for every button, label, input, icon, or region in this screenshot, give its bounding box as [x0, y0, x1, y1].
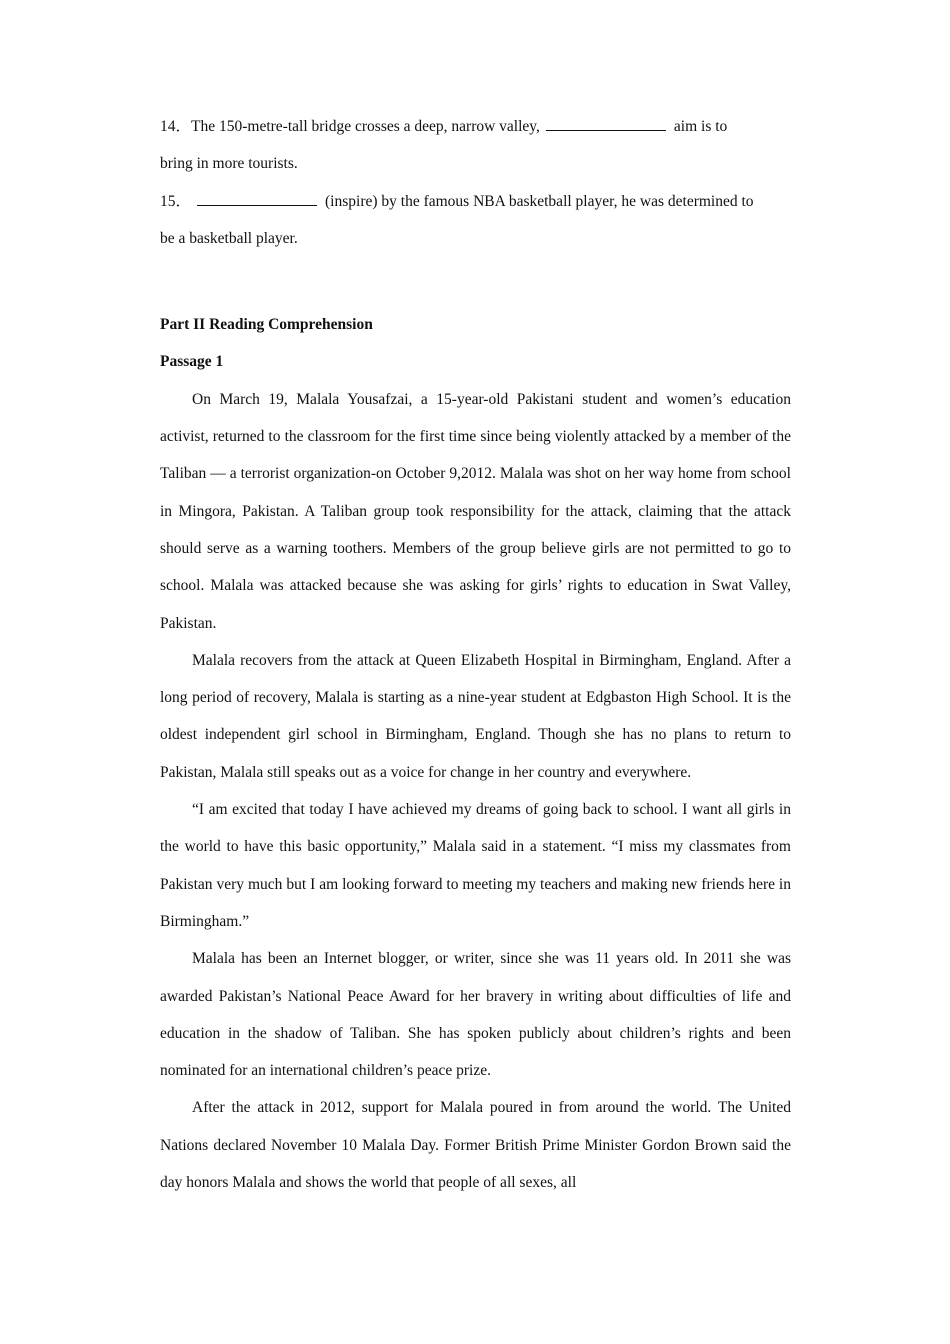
- answer-blank[interactable]: [197, 191, 317, 206]
- passage-paragraph-1: On March 19, Malala Yousafzai, a 15-year-old Pakistani student and women’s education activist, returned to the classroom for the first time since being violently attacked by a member of the Taliban — a terrorist organization-on October 9,2012. Malala was shot on her way home from school in Mingora, Pakistan. A Taliban group took responsibility for the attack, claiming that the attack should serve as a warning toothers. Members of the group believe girls are not permitted to go to school. Malala was attacked because she was asking for girls’ rights to education in Swat Valley, Pakistan.: [160, 390, 791, 632]
- part-title: Part II Reading Comprehension: [160, 316, 373, 334]
- section-spacer: [160, 257, 791, 306]
- question-number: 15．: [160, 192, 192, 210]
- question-number: 14．: [160, 118, 192, 135]
- question-text-after: (inspire) by the famous NBA basketball player, he was determined to: [325, 192, 754, 210]
- passage-paragraph-2: Malala recovers from the attack at Queen Elizabeth Hospital in Birmingham, England. After a long period of recovery, Malala is starting as a nine-year student at Edgbaston High School. It is the oldest independent girl school in Birmingham, England. Though she has no plans to return to Pakistan, Malala still speaks out as a voice for change in her country and everywhere.: [160, 651, 791, 781]
- question-text-before: The 150-metre-tall bridge crosses a deep, narrow valley,: [191, 118, 540, 135]
- question-text-after: aim is to: [673, 118, 728, 135]
- question-15: [160, 183, 791, 220]
- question-15-continuation: be a basketball player.: [160, 229, 298, 247]
- document-page: [160, 108, 791, 1201]
- passage-paragraph-4: Malala has been an Internet blogger, or writer, since she was 11 years old. In 2011 she was awarded Pakistan’s National Peace Award for her bravery in writing about difficulties of life and education in the shadow of Taliban. She has spoken publicly about children’s rights and been nominated for an international children’s peace prize.: [160, 950, 791, 1080]
- passage-paragraph-5: After the attack in 2012, support for Malala poured in from around the world. The United Nations declared November 10 Malala Day. Former British Prime Minister Gordon Brown said the day honors Malala and shows the world that people of all sexes, all: [160, 1099, 791, 1192]
- question-14-continuation: bring in more tourists.: [160, 155, 298, 173]
- passage-paragraph-3: “I am excited that today I have achieved my dreams of going back to school. I want all girls in the world to have this basic opportunity,” Malala said in a statement. “I miss my classmates from Pakistan very much but I am looking forward to meeting my teachers and making new friends here in Birmingham.”: [160, 801, 791, 930]
- question-14: [160, 108, 791, 145]
- passage-title: Passage 1: [160, 353, 224, 371]
- answer-blank[interactable]: [546, 116, 666, 131]
